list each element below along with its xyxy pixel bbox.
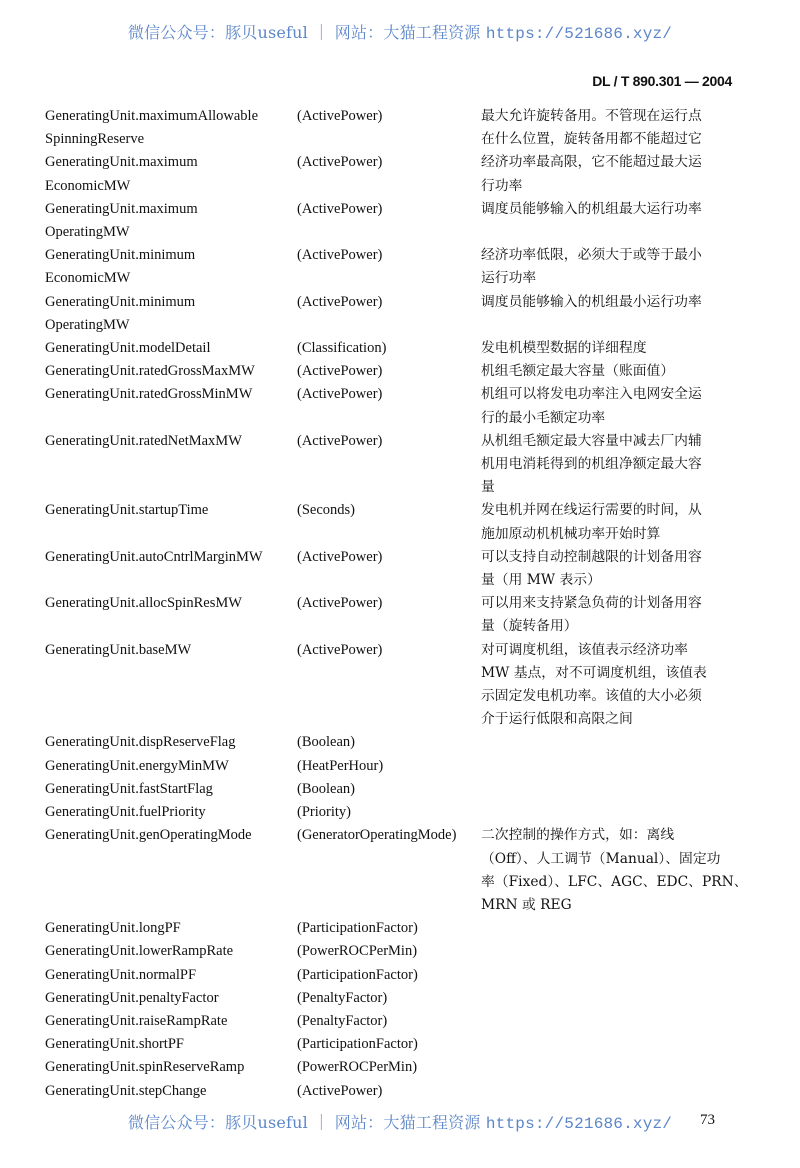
attribute-name-line: GeneratingUnit.allocSpinResMW	[45, 595, 242, 612]
attribute-description	[481, 151, 733, 197]
attribute-description-line: 调度员能够输入的机组最小运行功率	[481, 293, 702, 310]
attribute-description-line: MW 基点，对不可调度机组，该值表	[481, 664, 707, 681]
attribute-description	[481, 291, 733, 337]
attribute-name-line: GeneratingUnit.autoCntrlMarginMW	[45, 548, 263, 565]
attribute-name	[45, 1033, 297, 1056]
attribute-name	[45, 499, 297, 545]
watermark-url[interactable]: https://521686.xyz/	[485, 1115, 673, 1133]
attribute-description-line: 最大允许旋转备用。不管现在运行点	[481, 108, 702, 124]
attribute-name	[45, 731, 297, 754]
attribute-description-line: 调度员能够输入的机组最大运行功率	[481, 200, 702, 217]
attribute-description	[481, 755, 733, 778]
attribute-name	[45, 1056, 297, 1079]
attribute-table	[45, 105, 748, 1103]
attribute-type: (Classification)	[297, 340, 387, 357]
attribute-name-line: GeneratingUnit.modelDetail	[45, 340, 211, 357]
attribute-type: (HeatPerHour)	[297, 757, 384, 774]
attribute-description-line: 行的最小毛额定功率	[481, 409, 606, 426]
table-row	[45, 383, 745, 429]
attribute-description	[481, 940, 733, 963]
attribute-description	[481, 1080, 733, 1103]
table-row	[45, 592, 745, 638]
table-row	[45, 291, 745, 337]
attribute-type: (ParticipationFactor)	[297, 1036, 418, 1053]
attribute-type: (Priority)	[297, 804, 351, 821]
attribute-type: (ActivePower)	[297, 293, 383, 310]
attribute-description-line: 机用电消耗得到的机组净额定最大容	[481, 456, 702, 473]
attribute-name-line: GeneratingUnit.maximum	[45, 200, 198, 217]
attribute-name-line: GeneratingUnit.raiseRampRate	[45, 1012, 228, 1029]
attribute-type: (PenaltyFactor)	[297, 1012, 388, 1029]
attribute-type: (PowerROCPerMin)	[297, 943, 418, 960]
attribute-name	[45, 198, 297, 244]
attribute-name-line: GeneratingUnit.ratedGrossMaxMW	[45, 363, 255, 380]
attribute-name	[45, 1080, 297, 1103]
attribute-description	[481, 546, 733, 592]
attribute-name	[45, 987, 297, 1010]
attribute-name-line: GeneratingUnit.penaltyFactor	[45, 989, 219, 1006]
attribute-name	[45, 801, 297, 824]
attribute-name-line: GeneratingUnit.spinReserveRamp	[45, 1059, 245, 1076]
attribute-description-line: 示固定发电机功率。该值的大小必须	[481, 688, 702, 705]
attribute-description-line: 可以用来支持紧急负荷的计划备用容	[481, 595, 702, 612]
table-row	[45, 917, 745, 940]
attribute-name	[45, 430, 297, 500]
attribute-description	[481, 731, 733, 754]
attribute-description	[481, 592, 733, 638]
attribute-type: (ActivePower)	[297, 200, 383, 217]
attribute-type: (PowerROCPerMin)	[297, 1059, 418, 1076]
attribute-name	[45, 964, 297, 987]
attribute-description-line: 量（用 MW 表示）	[481, 572, 601, 589]
attribute-name	[45, 360, 297, 383]
attribute-name	[45, 1010, 297, 1033]
watermark-url[interactable]: https://521686.xyz/	[485, 25, 673, 43]
attribute-type: (ActivePower)	[297, 595, 383, 612]
table-row	[45, 1010, 745, 1033]
attribute-name-line: EconomicMW	[45, 177, 131, 194]
table-row	[45, 987, 745, 1010]
attribute-description-line: 发电机模型数据的详细程度	[481, 340, 647, 357]
attribute-name-line: GeneratingUnit.maximumAllowable	[45, 108, 259, 124]
attribute-name-line: SpinningReserve	[45, 131, 145, 148]
attribute-description-line: 在什么位置，旋转备用都不能超过它	[481, 131, 702, 148]
watermark-bottom	[0, 1110, 800, 1133]
attribute-description-line: （Off）、人工调节（Manual）、固定功	[481, 850, 721, 867]
attribute-description-line: 二次控制的操作方式，如：离线	[481, 827, 675, 844]
attribute-name	[45, 546, 297, 592]
attribute-description	[481, 1033, 733, 1056]
attribute-description	[481, 430, 733, 500]
attribute-description	[481, 337, 733, 360]
attribute-type: (ActivePower)	[297, 641, 383, 658]
table-row	[45, 1033, 745, 1056]
attribute-type: (ActivePower)	[297, 548, 383, 565]
attribute-description-line: 机组可以将发电功率注入电网安全运	[481, 386, 702, 403]
table-row	[45, 1080, 745, 1103]
table-row	[45, 801, 745, 824]
attribute-description	[481, 778, 733, 801]
attribute-name-line: GeneratingUnit.minimum	[45, 247, 196, 264]
attribute-type: (ActivePower)	[297, 386, 383, 403]
attribute-name	[45, 639, 297, 732]
table-row	[45, 824, 748, 917]
attribute-name	[45, 755, 297, 778]
attribute-name	[45, 592, 297, 638]
attribute-description-line: 量（旋转备用）	[481, 618, 578, 635]
attribute-name-line: GeneratingUnit.minimum	[45, 293, 196, 310]
table-row	[45, 499, 745, 545]
attribute-description	[481, 198, 733, 244]
attribute-name	[45, 383, 297, 429]
table-row	[45, 244, 745, 290]
attribute-description	[481, 824, 748, 917]
table-row	[45, 964, 745, 987]
table-row	[45, 151, 745, 197]
attribute-description-line: MRN 或 REG	[481, 896, 572, 913]
attribute-name	[45, 244, 297, 290]
attribute-name	[45, 291, 297, 337]
attribute-description-line: 率（Fixed）、LFC、AGC、EDC、PRN、	[481, 873, 748, 890]
attribute-description-line: 发电机并网在线运行需要的时间，从	[481, 502, 702, 519]
attribute-name-line: GeneratingUnit.stepChange	[45, 1082, 207, 1099]
attribute-type: (ParticipationFactor)	[297, 920, 418, 937]
attribute-name-line: GeneratingUnit.energyMinMW	[45, 757, 229, 774]
attribute-name	[45, 940, 297, 963]
attribute-name-line: GeneratingUnit.fastStartFlag	[45, 780, 213, 797]
attribute-description	[481, 1010, 733, 1033]
attribute-name-line: GeneratingUnit.ratedGrossMinMW	[45, 386, 253, 403]
attribute-description	[481, 987, 733, 1010]
attribute-description	[481, 105, 733, 151]
attribute-description-line: 行功率	[481, 177, 523, 194]
attribute-description-line: 经济功率最高限，它不能超过最大运	[481, 154, 702, 171]
attribute-name-line: GeneratingUnit.fuelPriority	[45, 804, 206, 821]
attribute-type: (ActivePower)	[297, 432, 383, 449]
attribute-description-line: 施加原动机机械功率开始时算	[481, 525, 661, 542]
attribute-description	[481, 1056, 733, 1079]
table-row	[45, 546, 745, 592]
attribute-name	[45, 337, 297, 360]
standard-number: DL / T 890.301 — 2004	[592, 73, 732, 89]
page-number: 73	[700, 1112, 715, 1128]
table-row	[45, 430, 745, 500]
attribute-name	[45, 151, 297, 197]
attribute-description-line: 运行功率	[481, 270, 537, 287]
table-row	[45, 940, 745, 963]
attribute-type: (ActivePower)	[297, 154, 383, 171]
attribute-type: (ActivePower)	[297, 247, 383, 264]
attribute-description-line: 对可调度机组，该值表示经济功率	[481, 641, 688, 658]
attribute-name	[45, 778, 297, 801]
attribute-description	[481, 801, 733, 824]
attribute-description-line: 从机组毛额定最大容量中减去厂内辅	[481, 432, 702, 449]
table-row	[45, 755, 745, 778]
attribute-name-line: GeneratingUnit.genOperatingMode	[45, 827, 252, 844]
attribute-type: (ActivePower)	[297, 108, 383, 124]
attribute-name-line: EconomicMW	[45, 270, 131, 287]
table-row	[45, 337, 745, 360]
attribute-name-line: GeneratingUnit.baseMW	[45, 641, 192, 658]
attribute-type: (ParticipationFactor)	[297, 966, 418, 983]
attribute-name	[45, 824, 297, 917]
attribute-type: (Boolean)	[297, 734, 355, 751]
attribute-description	[481, 964, 733, 987]
attribute-description	[481, 639, 733, 732]
table-row	[45, 105, 745, 151]
attribute-name-line: OperatingMW	[45, 316, 130, 333]
attribute-name-line: GeneratingUnit.normalPF	[45, 966, 197, 983]
table-row	[45, 778, 745, 801]
attribute-description	[481, 244, 733, 290]
table-row	[45, 1056, 745, 1079]
attribute-description-line: 介于运行低限和高限之间	[481, 711, 633, 728]
watermark-label: 微信公众号：豚贝useful ｜ 网站：大猫工程资源	[127, 1113, 486, 1132]
attribute-description	[481, 383, 733, 429]
attribute-name	[45, 917, 297, 940]
attribute-name-line: GeneratingUnit.dispReserveFlag	[45, 734, 236, 751]
watermark-top	[0, 20, 800, 43]
attribute-description	[481, 499, 733, 545]
attribute-name-line: GeneratingUnit.lowerRampRate	[45, 943, 234, 960]
attribute-type: (GeneratorOperatingMode)	[297, 827, 457, 844]
attribute-name-line: GeneratingUnit.ratedNetMaxMW	[45, 432, 242, 449]
attribute-description-line: 经济功率低限，必须大于或等于最小	[481, 247, 702, 264]
table-row	[45, 198, 745, 244]
attribute-name	[45, 105, 297, 151]
attribute-description	[481, 360, 733, 383]
attribute-description	[481, 917, 733, 940]
attribute-name-line: GeneratingUnit.maximum	[45, 154, 198, 171]
attribute-name-line: GeneratingUnit.shortPF	[45, 1036, 184, 1053]
watermark-label: 微信公众号：豚贝useful ｜ 网站：大猫工程资源	[127, 23, 486, 42]
attribute-type: (Seconds)	[297, 502, 355, 519]
attribute-type: (ActivePower)	[297, 1082, 383, 1099]
table-row	[45, 360, 745, 383]
attribute-description-line: 可以支持自动控制越限的计划备用容	[481, 548, 702, 565]
attribute-name-line: OperatingMW	[45, 224, 130, 241]
table-row	[45, 731, 745, 754]
attribute-name-line: GeneratingUnit.longPF	[45, 920, 181, 937]
attribute-description-line: 机组毛额定最大容量（账面值）	[481, 363, 675, 380]
attribute-description-line: 量	[481, 479, 495, 496]
attribute-name-line: GeneratingUnit.startupTime	[45, 502, 209, 519]
attribute-type: (ActivePower)	[297, 363, 383, 380]
attribute-type: (PenaltyFactor)	[297, 989, 388, 1006]
table-row	[45, 639, 745, 732]
attribute-type: (Boolean)	[297, 780, 355, 797]
